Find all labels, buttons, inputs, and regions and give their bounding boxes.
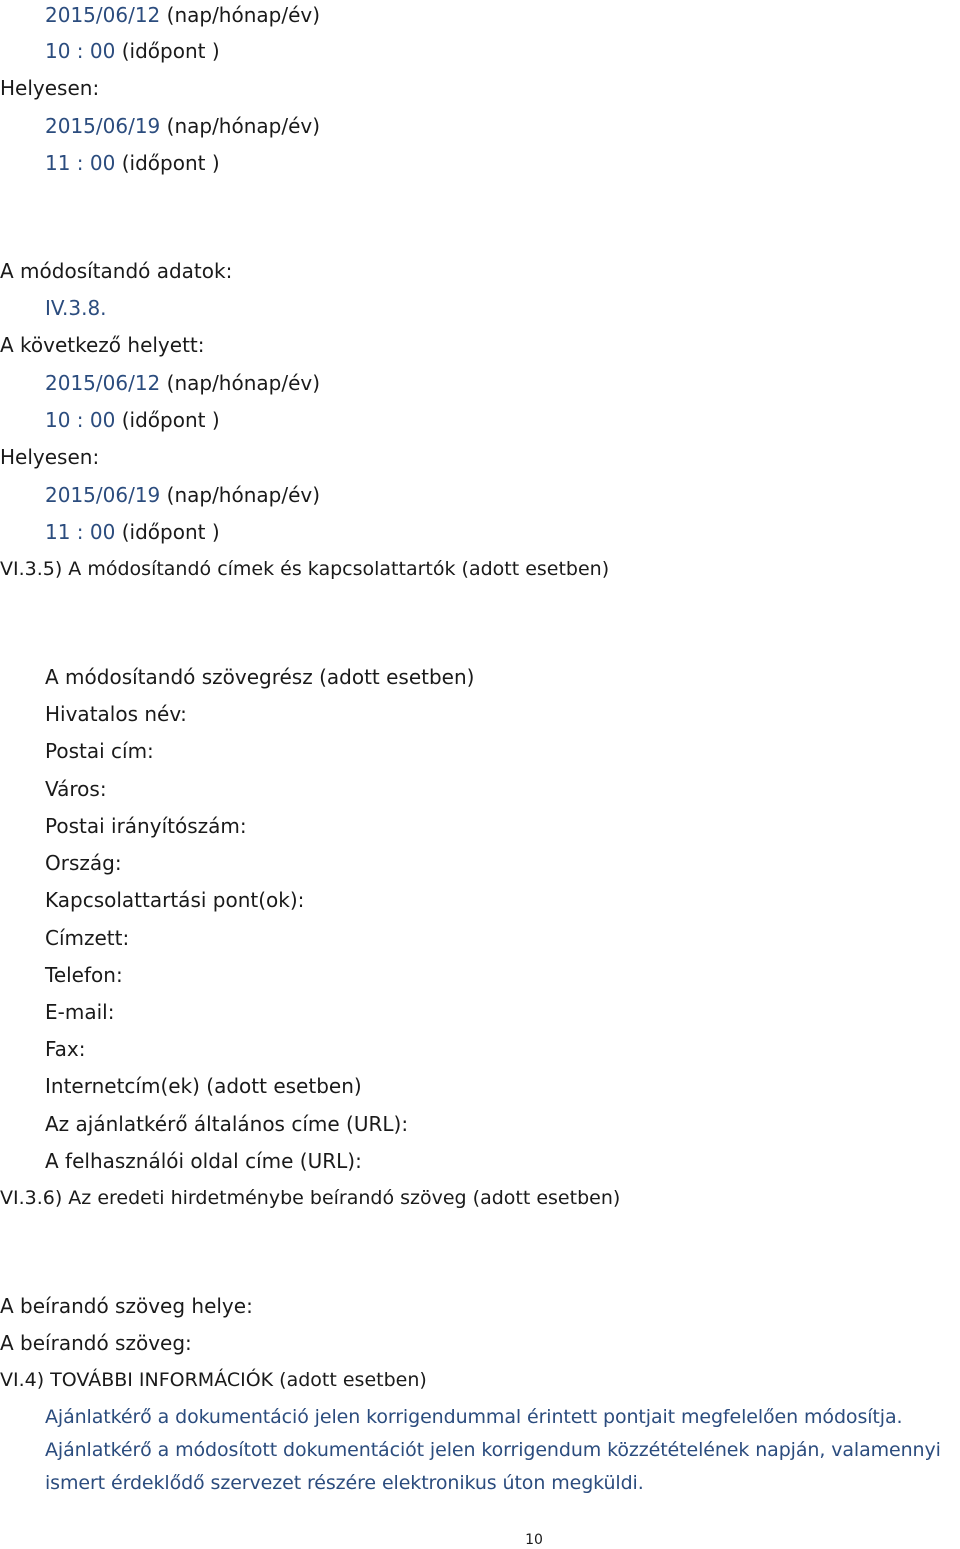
date-unit: (nap/hónap/év)	[160, 371, 321, 395]
date-line-2	[45, 113, 320, 139]
field-label: Város:	[45, 777, 107, 801]
time-value: 11 : 00	[45, 520, 116, 544]
section-heading-vi4: VI.4) TOVÁBBI INFORMÁCIÓK (adott esetben)	[0, 1369, 427, 1391]
time-unit: (időpont )	[115, 408, 220, 432]
field-label: Fax:	[45, 1037, 86, 1061]
field-label: A felhasználói oldal címe (URL):	[45, 1149, 362, 1173]
date-value: 2015/06/12	[45, 371, 161, 395]
field-label: Postai irányítószám:	[45, 814, 247, 838]
modify-label: A módosítandó adatok:	[0, 259, 233, 283]
date-value: 2015/06/19	[45, 114, 161, 138]
date-line-4	[45, 482, 320, 508]
correct-label: Helyesen:	[0, 445, 100, 469]
page-number: 10	[525, 1532, 543, 1548]
field-label: Internetcím(ek) (adott esetben)	[45, 1074, 362, 1098]
time-unit: (időpont )	[115, 39, 220, 63]
section-ref: IV.3.8.	[45, 296, 107, 320]
time-value: 10 : 00	[45, 39, 116, 63]
text-label: A beírandó szöveg:	[0, 1331, 192, 1355]
time-line-3	[45, 407, 220, 433]
time-line-1	[45, 38, 220, 64]
instead-label: A következő helyett:	[0, 333, 205, 357]
date-unit: (nap/hónap/év)	[160, 483, 321, 507]
date-value: 2015/06/19	[45, 483, 161, 507]
section-heading-vi35: VI.3.5) A módosítandó címek és kapcsolattartók (adott esetben)	[0, 558, 610, 580]
correct-label: Helyesen:	[0, 76, 100, 100]
time-unit: (időpont )	[115, 151, 220, 175]
time-line-4	[45, 519, 220, 545]
section-heading-vi36: VI.3.6) Az eredeti hirdetménybe beírandó szöveg (adott esetben)	[0, 1187, 621, 1209]
date-value: 2015/06/12	[45, 3, 161, 27]
info-line-3: ismert érdeklődő szervezet részére elektronikus úton megküldi.	[45, 1472, 644, 1494]
info-line-2: Ajánlatkérő a módosított dokumentációt jelen korrigendum közzétételének napján, valamennyi	[45, 1439, 941, 1461]
field-label: Kapcsolattartási pont(ok):	[45, 888, 305, 912]
field-label: Az ajánlatkérő általános címe (URL):	[45, 1112, 409, 1136]
date-line-3	[45, 370, 320, 396]
field-label: A módosítandó szövegrész (adott esetben)	[45, 665, 475, 689]
field-label: Postai cím:	[45, 739, 154, 763]
time-line-2	[45, 150, 220, 176]
field-label: Hivatalos név:	[45, 702, 187, 726]
field-label: Telefon:	[45, 963, 123, 987]
date-unit: (nap/hónap/év)	[160, 3, 321, 27]
field-label: E-mail:	[45, 1000, 115, 1024]
date-unit: (nap/hónap/év)	[160, 114, 321, 138]
info-line-1: Ajánlatkérő a dokumentáció jelen korrigendummal érintett pontjait megfelelően módosítja.	[45, 1406, 903, 1428]
time-value: 10 : 00	[45, 408, 116, 432]
field-label: Ország:	[45, 851, 122, 875]
date-line-1	[45, 2, 320, 28]
field-label: Címzett:	[45, 926, 130, 950]
time-value: 11 : 00	[45, 151, 116, 175]
place-label: A beírandó szöveg helye:	[0, 1294, 253, 1318]
time-unit: (időpont )	[115, 520, 220, 544]
